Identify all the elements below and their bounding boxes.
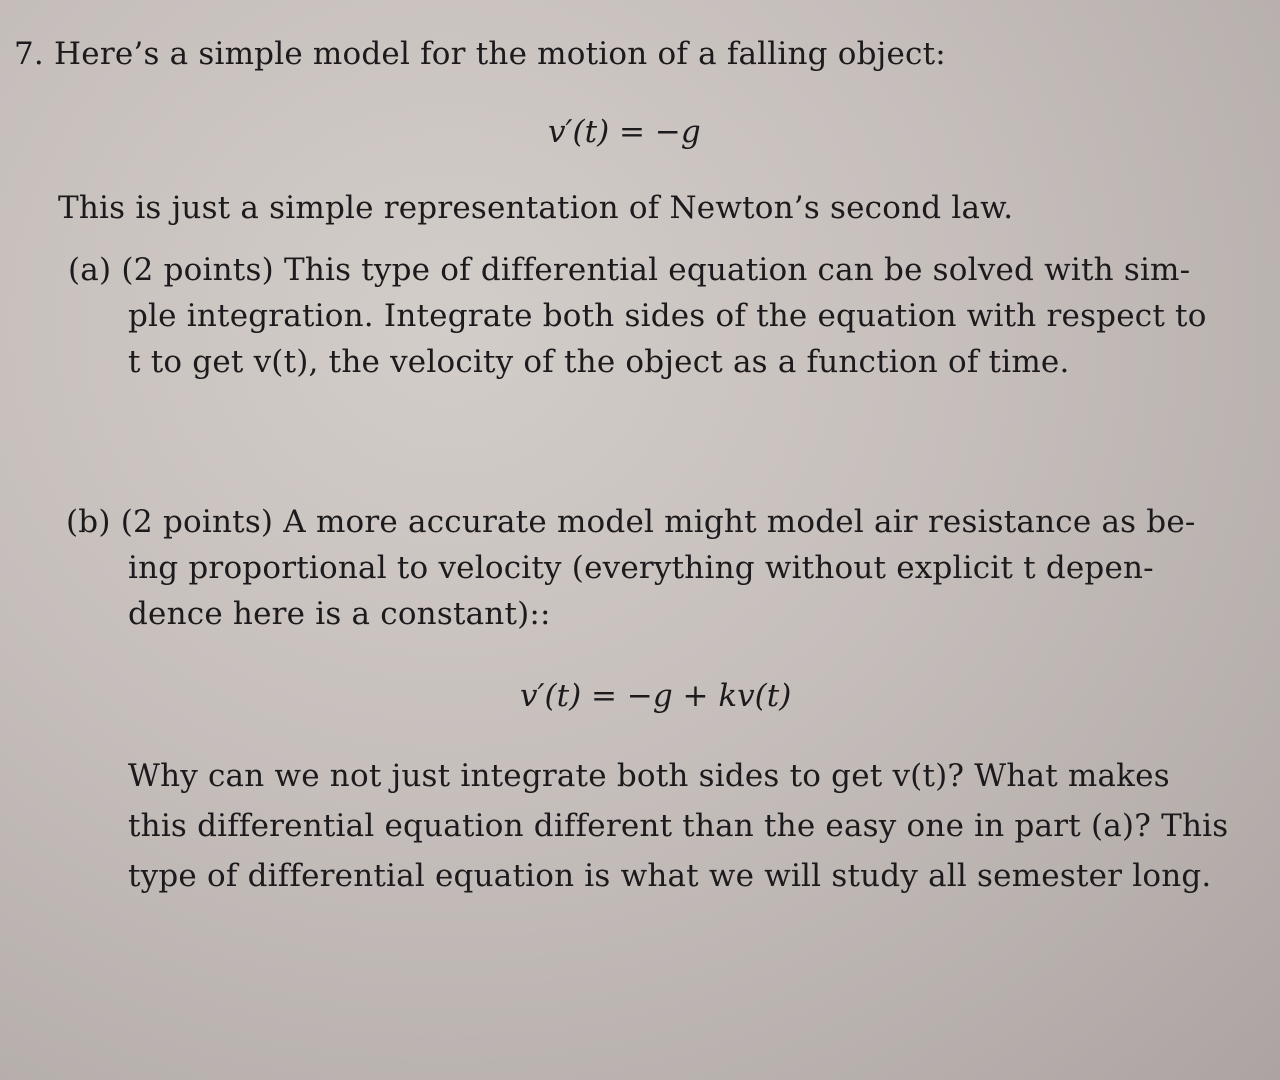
part-a-text-line: t to get v(t), the velocity of the object as a function of time.: [128, 344, 1070, 380]
part-b-text-line: A more accurate model might model air resistance as be-: [283, 504, 1196, 540]
part-b-points: (2 points): [120, 504, 274, 540]
part-b-label: (b): [66, 504, 111, 540]
equation-2: v′(t) = −g + kv(t): [520, 678, 792, 714]
equation-1: v′(t) = −g: [548, 114, 701, 150]
part-a-label: (a): [68, 252, 112, 288]
problem-header: [14, 34, 946, 74]
part-b-question-line: this differential equation different than the easy one in part (a)? This: [128, 808, 1229, 844]
problem-intro: Here’s a simple model for the motion of a falling object:: [54, 36, 946, 72]
part-b-text-line: dence here is a constant)::: [128, 596, 551, 632]
part-a-points: (2 points): [121, 252, 274, 288]
problem-number: 7.: [14, 36, 44, 72]
part-b-question-line: Why can we not just integrate both sides to get v(t)? What makes: [128, 758, 1170, 794]
part-a-text-line: This type of differential equation can be solved with sim-: [283, 252, 1191, 288]
part-b-question-line: type of differential equation is what we will study all semester long.: [128, 858, 1212, 894]
part-a-text-line: ple integration. Integrate both sides of the equation with respect to: [128, 298, 1207, 334]
part-b-first-line: [66, 502, 1196, 542]
problem-context: This is just a simple representation of Newton’s second law.: [58, 190, 1014, 226]
part-a-first-line: [68, 250, 1190, 290]
part-b-text-line: ing proportional to velocity (everything without explicit t depen-: [128, 550, 1154, 586]
